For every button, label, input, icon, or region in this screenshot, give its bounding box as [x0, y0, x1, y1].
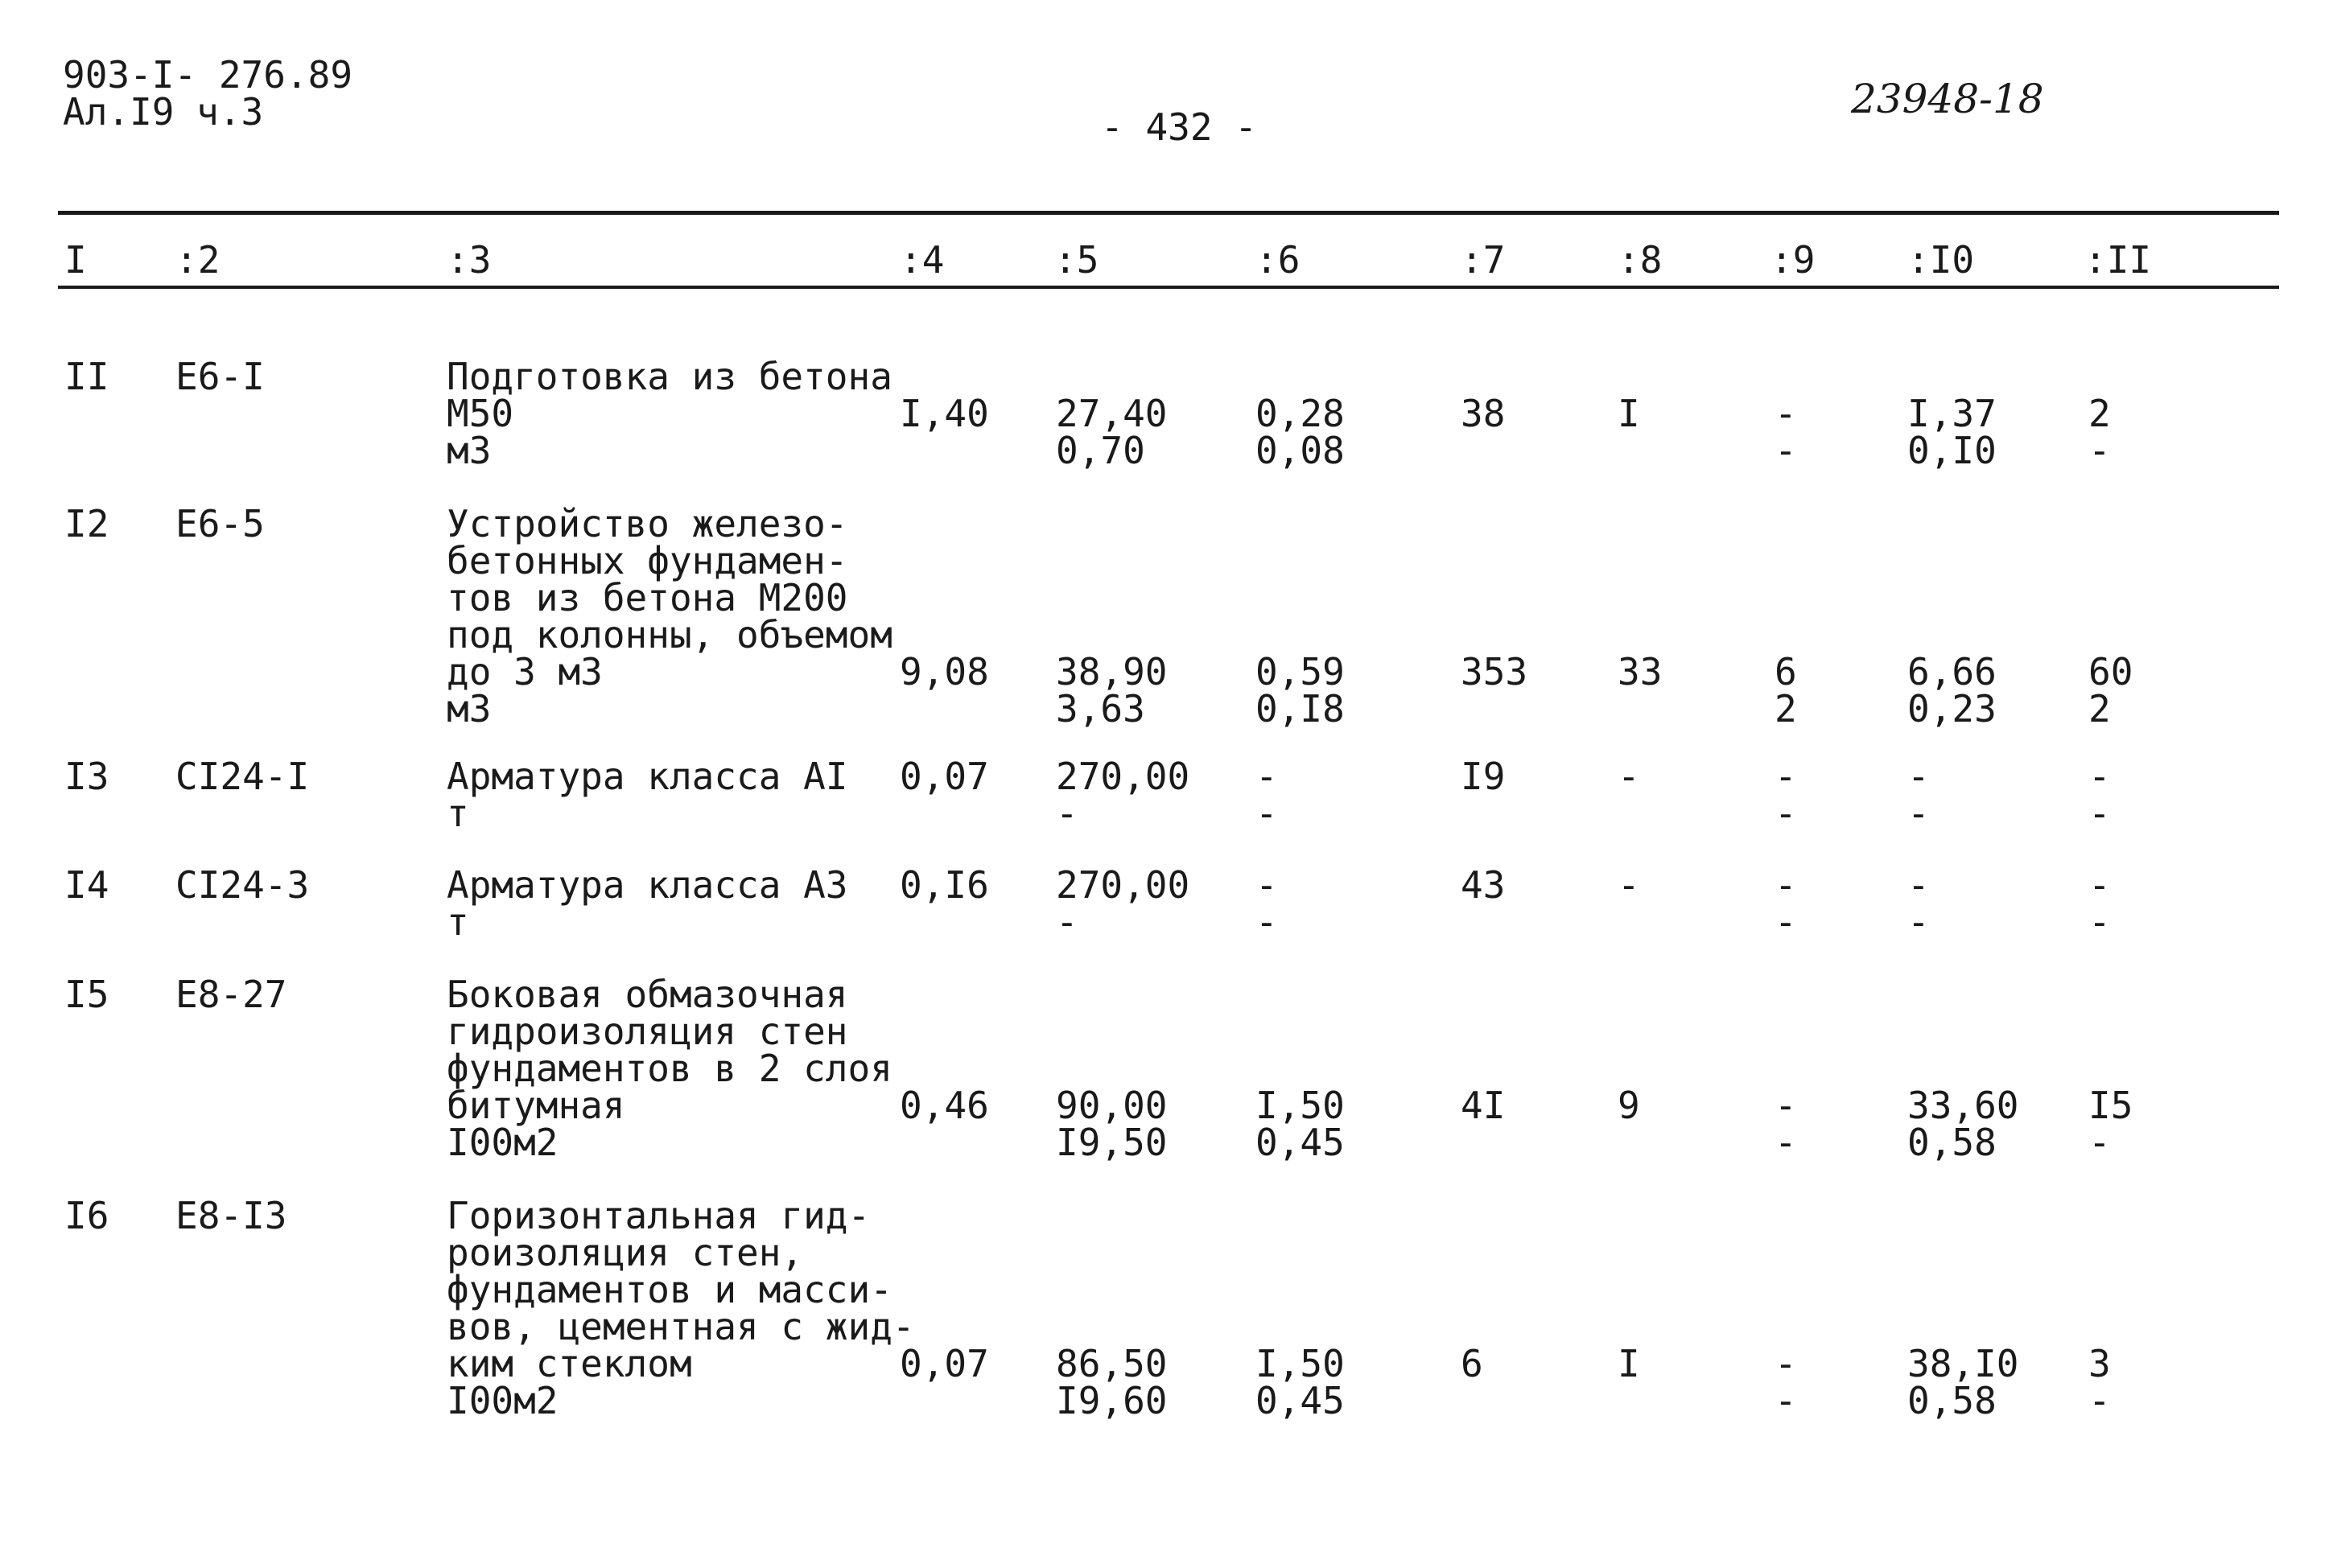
- description-line: роизоляция стен,: [447, 1231, 804, 1274]
- column-6-value: I,50: [1255, 1084, 1345, 1127]
- rate-code: Е6-I: [175, 355, 265, 398]
- column-5-value: 27,40: [1056, 392, 1168, 435]
- column-10-value: 38,I0: [1907, 1342, 2019, 1385]
- rate-code: Е8-27: [175, 973, 287, 1016]
- description-line: фундаментов в 2 слоя: [447, 1047, 892, 1090]
- column-header-4: :4: [900, 238, 945, 282]
- column-10-value: I,37: [1907, 392, 1997, 435]
- column-6-subvalue: 0,I8: [1255, 687, 1345, 730]
- work-description: [447, 755, 848, 835]
- column-header-8: :8: [1618, 238, 1663, 282]
- row-number: I2: [64, 502, 109, 545]
- column-header-1: I: [64, 238, 87, 282]
- column-6-subvalue: 0,45: [1255, 1379, 1345, 1422]
- rate-code: СI24-I: [175, 755, 310, 798]
- column-8-value: 33: [1618, 650, 1663, 693]
- column-5-subvalue: -: [1056, 792, 1078, 835]
- header-left: [63, 53, 353, 134]
- row-number: I5: [64, 973, 109, 1016]
- quantity-value: 9,08: [900, 650, 989, 693]
- handwritten-doc-id: 23948-18: [1851, 76, 2044, 122]
- column-9-subvalue: -: [1775, 1379, 1797, 1422]
- page-number: - 432 -: [1101, 105, 1257, 149]
- column-6-subvalue: -: [1255, 900, 1278, 944]
- column-11-value: -: [2088, 863, 2111, 907]
- column-10-subvalue: 0,58: [1907, 1121, 1997, 1164]
- column-11-value: 60: [2088, 650, 2133, 693]
- column-7-value: 4I: [1461, 1084, 1506, 1127]
- work-description: [447, 502, 892, 730]
- column-5-value: 86,50: [1056, 1342, 1168, 1385]
- description-line: вов, цементная с жид-: [447, 1305, 915, 1348]
- description-line: ким стеклом: [447, 1342, 692, 1385]
- column-header-5: :5: [1054, 238, 1099, 282]
- column-header-11: :II: [2084, 238, 2152, 282]
- column-10-subvalue: -: [1907, 900, 1930, 944]
- description-line: до 3 м3: [447, 650, 603, 693]
- quantity-value: 0,I6: [900, 863, 989, 907]
- column-8-value: I: [1618, 1342, 1640, 1385]
- column-9-subvalue: -: [1775, 792, 1797, 835]
- column-6-value: 0,28: [1255, 392, 1345, 435]
- column-11-value: I5: [2088, 1084, 2133, 1127]
- column-10-value: 6,66: [1907, 650, 1997, 693]
- rate-code: Е8-I3: [175, 1194, 287, 1237]
- column-10-value: -: [1907, 755, 1930, 798]
- column-10-value: 33,60: [1907, 1084, 2019, 1127]
- description-line: Устройство железо-: [447, 502, 848, 545]
- column-8-value: 9: [1618, 1084, 1640, 1127]
- column-header-9: :9: [1770, 238, 1816, 282]
- column-8-value: -: [1618, 755, 1640, 798]
- description-line: фундаментов и масси-: [447, 1268, 892, 1311]
- quantity-value: I,40: [900, 392, 989, 435]
- column-7-value: 6: [1461, 1342, 1483, 1385]
- column-5-subvalue: 0,70: [1056, 429, 1145, 472]
- column-9-value: -: [1775, 755, 1797, 798]
- column-7-value: 43: [1461, 863, 1506, 907]
- description-line: битумная: [447, 1084, 625, 1127]
- description-line: Боковая обмазочная: [447, 973, 848, 1016]
- column-6-subvalue: -: [1255, 792, 1278, 835]
- column-9-subvalue: -: [1775, 1121, 1797, 1164]
- column-10-subvalue: -: [1907, 792, 1930, 835]
- column-11-subvalue: -: [2088, 429, 2111, 472]
- column-5-subvalue: 3,63: [1056, 687, 1145, 730]
- column-5-value: 90,00: [1056, 1084, 1168, 1127]
- description-line: Арматура класса А3: [447, 863, 848, 907]
- column-7-value: I9: [1461, 755, 1506, 798]
- column-9-value: 6: [1775, 650, 1797, 693]
- column-11-subvalue: -: [2088, 1121, 2111, 1164]
- column-10-subvalue: 0,58: [1907, 1379, 1997, 1422]
- work-description: [447, 355, 892, 472]
- column-header-2: :2: [175, 238, 221, 282]
- column-5-value: 270,00: [1056, 863, 1190, 907]
- unit-of-measure: I00м2: [447, 1379, 559, 1422]
- unit-of-measure: т: [447, 900, 469, 944]
- column-11-subvalue: -: [2088, 1379, 2111, 1422]
- description-line: бетонных фундамен-: [447, 539, 848, 582]
- column-8-value: I: [1618, 392, 1640, 435]
- description-line: Подготовка из бетона: [447, 355, 892, 398]
- row-number: I6: [64, 1194, 109, 1237]
- column-11-subvalue: -: [2088, 792, 2111, 835]
- column-9-value: -: [1775, 392, 1797, 435]
- unit-of-measure: м3: [447, 687, 492, 730]
- row-number: I3: [64, 755, 109, 798]
- album-reference: Ал.I9 ч.3: [63, 90, 264, 134]
- column-8-value: -: [1618, 863, 1640, 907]
- unit-of-measure: т: [447, 792, 469, 835]
- rate-code: Е6-5: [175, 502, 265, 545]
- column-5-value: 38,90: [1056, 650, 1168, 693]
- column-header-10: :I0: [1907, 238, 1975, 282]
- description-line: под колонны, объемом: [447, 613, 892, 656]
- column-11-value: 2: [2088, 392, 2111, 435]
- description-line: Арматура класса АI: [447, 755, 848, 798]
- work-description: [447, 1194, 915, 1422]
- column-9-value: -: [1775, 1342, 1797, 1385]
- unit-of-measure: I00м2: [447, 1121, 559, 1164]
- column-header-7: :7: [1461, 238, 1506, 282]
- column-5-subvalue: -: [1056, 900, 1078, 944]
- column-5-subvalue: I9,50: [1056, 1121, 1168, 1164]
- column-11-value: -: [2088, 755, 2111, 798]
- column-10-subvalue: 0,I0: [1907, 429, 1997, 472]
- column-6-subvalue: 0,45: [1255, 1121, 1345, 1164]
- table-header-rule: [58, 286, 2279, 289]
- rate-code: СI24-3: [175, 863, 310, 907]
- column-6-value: -: [1255, 755, 1278, 798]
- description-line: гидроизоляция стен: [447, 1010, 848, 1053]
- column-6-value: -: [1255, 863, 1278, 907]
- row-number: I4: [64, 863, 109, 907]
- row-number: II: [64, 355, 109, 398]
- column-6-value: I,50: [1255, 1342, 1345, 1385]
- column-11-subvalue: -: [2088, 900, 2111, 944]
- column-6-value: 0,59: [1255, 650, 1345, 693]
- quantity-value: 0,07: [900, 755, 989, 798]
- table-top-rule: [58, 211, 2279, 215]
- column-9-subvalue: -: [1775, 900, 1797, 944]
- document-code: 903-I- 276.89: [63, 53, 353, 97]
- column-11-value: 3: [2088, 1342, 2111, 1385]
- column-9-subvalue: -: [1775, 429, 1797, 472]
- work-description: [447, 863, 848, 944]
- column-11-subvalue: 2: [2088, 687, 2111, 730]
- work-description: [447, 973, 892, 1164]
- quantity-value: 0,46: [900, 1084, 989, 1127]
- column-header-6: :6: [1255, 238, 1301, 282]
- column-5-value: 270,00: [1056, 755, 1190, 798]
- unit-of-measure: м3: [447, 429, 492, 472]
- column-7-value: 353: [1461, 650, 1528, 693]
- description-line: М50: [447, 392, 514, 435]
- column-5-subvalue: I9,60: [1056, 1379, 1168, 1422]
- column-6-subvalue: 0,08: [1255, 429, 1345, 472]
- column-9-subvalue: 2: [1775, 687, 1797, 730]
- description-line: Горизонтальная гид-: [447, 1194, 871, 1237]
- column-10-subvalue: 0,23: [1907, 687, 1997, 730]
- column-9-value: -: [1775, 1084, 1797, 1127]
- column-7-value: 38: [1461, 392, 1506, 435]
- column-header-3: :3: [447, 238, 492, 282]
- quantity-value: 0,07: [900, 1342, 989, 1385]
- description-line: тов из бетона М200: [447, 576, 848, 619]
- column-9-value: -: [1775, 863, 1797, 907]
- column-10-value: -: [1907, 863, 1930, 907]
